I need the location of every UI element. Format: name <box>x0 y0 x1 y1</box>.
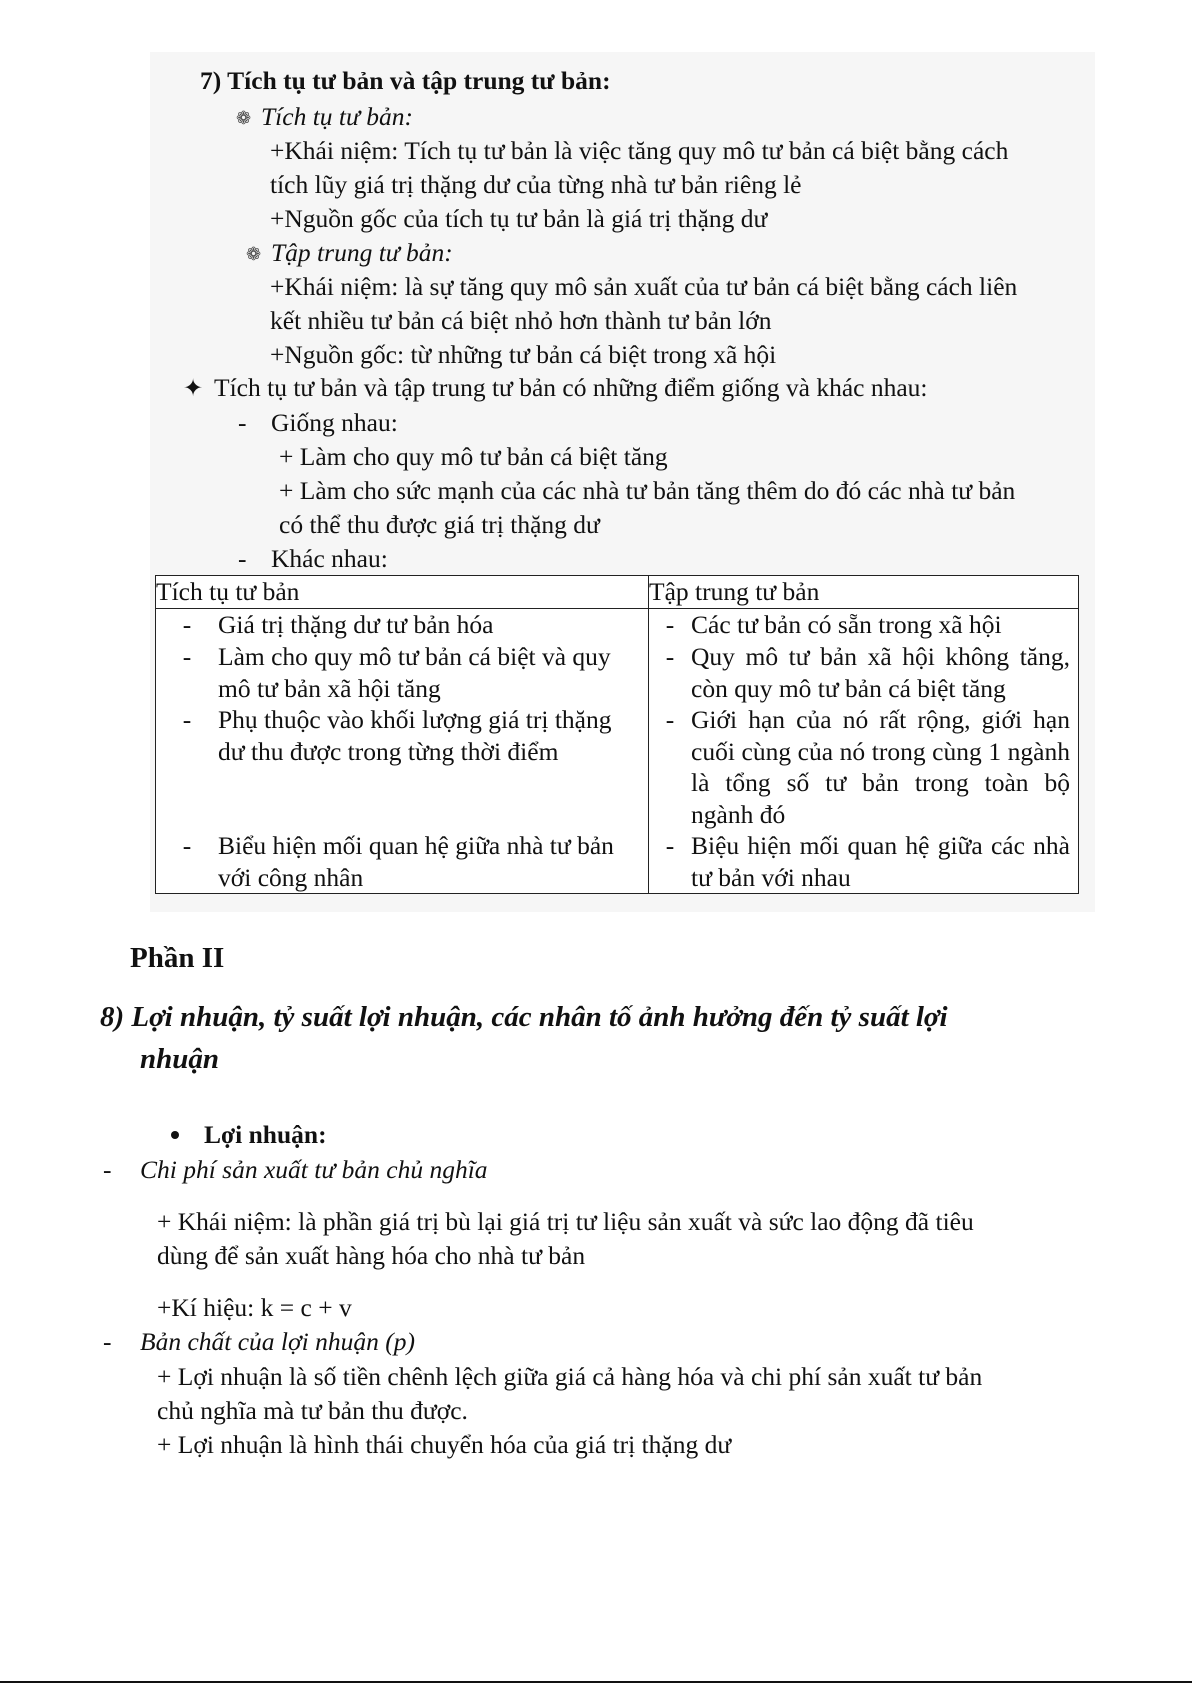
comparison-table <box>155 575 1079 894</box>
flower-bullet-icon: ❁ <box>246 244 262 264</box>
similar-label: Giống nhau: <box>271 408 398 437</box>
table-header-accumulation: Tích tụ tư bản <box>156 576 649 609</box>
accumulation-point-4: Biểu hiện mối quan hệ giữa nhà tư bản với công nhân <box>218 831 614 892</box>
similar-point-2-line-1: + Làm cho sức mạnh của các nhà tư bản tăng thêm do đó các nhà tư bản <box>279 476 1016 505</box>
section-8-title-line-1: 8) Lợi nhuận, tỷ suất lợi nhuận, các nhân tố ảnh hưởng đến tỷ suất lợi <box>100 1001 948 1033</box>
dash-bullet: - <box>103 1327 112 1356</box>
nature-point-1-line-1: + Lợi nhuận là số tiền chênh lệch giữa giá cả hàng hóa và chi phí sản xuất tư bản <box>157 1362 983 1391</box>
list-item <box>156 641 648 704</box>
flower-bullet-icon: ❁ <box>236 108 252 128</box>
table-header-row <box>156 576 1079 609</box>
dash-bullet: - <box>238 544 247 573</box>
similar-point-2-line-2: có thể thu được giá trị thặng dư <box>279 510 600 539</box>
dash-bullet: - <box>182 831 192 860</box>
concentration-point-2: Quy mô tư bản xã hội không tăng, còn quy mô tư bản cá biệt tăng <box>691 642 1070 703</box>
similar-point-1: + Làm cho quy mô tư bản cá biệt tăng <box>279 442 668 471</box>
concentration-origin: +Nguồn gốc: từ những tư bản cá biệt trong xã hội <box>270 340 777 369</box>
nature-heading: Bản chất của lợi nhuận (p) <box>140 1327 415 1356</box>
list-item <box>649 641 1078 704</box>
dash-bullet: - <box>665 642 675 671</box>
accumulation-heading: Tích tụ tư bản: <box>261 102 414 131</box>
dash-bullet: - <box>103 1155 112 1184</box>
list-item <box>156 609 648 641</box>
dash-bullet: - <box>182 705 192 734</box>
list-item <box>649 830 1078 893</box>
list-item <box>649 609 1078 641</box>
accumulation-concept-line-2: tích lũy giá trị thặng dư của từng nhà tư bản riêng lẻ <box>270 170 802 199</box>
table-cell-concentration <box>649 609 1079 894</box>
list-item <box>649 704 1078 830</box>
list-item <box>156 830 648 893</box>
nature-point-1-line-2: chủ nghĩa mà tư bản thu được. <box>157 1396 468 1425</box>
accumulation-concept-line-1: +Khái niệm: Tích tụ tư bản là việc tăng quy mô tư bản cá biệt bằng cách <box>270 136 1009 165</box>
accumulation-point-3: Phụ thuộc vào khối lượng giá trị thặng dư thu được trong từng thời điểm <box>218 705 612 766</box>
list-item <box>156 704 648 830</box>
bottom-rule <box>0 1681 1192 1683</box>
cost-symbol: +Kí hiệu: k = c + v <box>157 1293 352 1322</box>
section-7-title: 7) Tích tụ tư bản và tập trung tư bản: <box>200 66 611 95</box>
dash-bullet: - <box>182 610 192 639</box>
cost-concept-line-2: dùng để sản xuất hàng hóa cho nhà tư bản <box>157 1241 586 1270</box>
dash-bullet: - <box>665 705 675 734</box>
concentration-heading: Tập trung tư bản: <box>271 238 453 267</box>
round-bullet-icon <box>171 1131 179 1139</box>
concentration-point-4: Biệu hiện mối quan hệ giữa các nhà tư bản với nhau <box>691 831 1070 892</box>
dash-bullet: - <box>665 831 675 860</box>
nature-point-2: + Lợi nhuận là hình thái chuyển hóa của giá trị thặng dư <box>157 1430 732 1459</box>
concentration-concept-line-1: +Khái niệm: là sự tăng quy mô sản xuất của tư bản cá biệt bằng cách liên <box>270 272 1018 301</box>
star-bullet-icon: ✦ <box>183 376 204 402</box>
accumulation-origin: +Nguồn gốc của tích tụ tư bản là giá trị thặng dư <box>270 204 768 233</box>
concentration-point-3: Giới hạn của nó rất rộng, giới hạn cuối cùng của nó trong cùng 1 ngành là tổng số tư bản trong toàn bộ ngành đó <box>691 705 1070 829</box>
table-row <box>156 609 1079 894</box>
cost-concept-line-1: + Khái niệm: là phần giá trị bù lại giá trị tư liệu sản xuất và sức lao động đã tiêu <box>157 1207 974 1236</box>
dash-bullet: - <box>665 610 675 639</box>
table-cell-accumulation <box>156 609 649 894</box>
section-8-title-line-2: nhuận <box>140 1043 220 1075</box>
accumulation-point-1: Giá trị thặng dư tư bản hóa <box>218 610 494 639</box>
cost-heading: Chi phí sản xuất tư bản chủ nghĩa <box>140 1155 488 1184</box>
profit-heading: Lợi nhuận: <box>204 1120 327 1149</box>
compare-intro: Tích tụ tư bản và tập trung tư bản có những điểm giống và khác nhau: <box>214 373 928 402</box>
table-header-concentration: Tập trung tư bản <box>649 576 1079 609</box>
dash-bullet: - <box>238 408 247 437</box>
accumulation-point-2: Làm cho quy mô tư bản cá biệt và quy mô tư bản xã hội tăng <box>218 642 611 703</box>
concentration-concept-line-2: kết nhiều tư bản cá biệt nhỏ hơn thành tư bản lớn <box>270 306 772 335</box>
dash-bullet: - <box>182 642 192 671</box>
concentration-point-1: Các tư bản có sẵn trong xã hội <box>691 610 1002 639</box>
different-label: Khác nhau: <box>271 544 388 573</box>
part-2-title: Phần II <box>130 942 225 974</box>
